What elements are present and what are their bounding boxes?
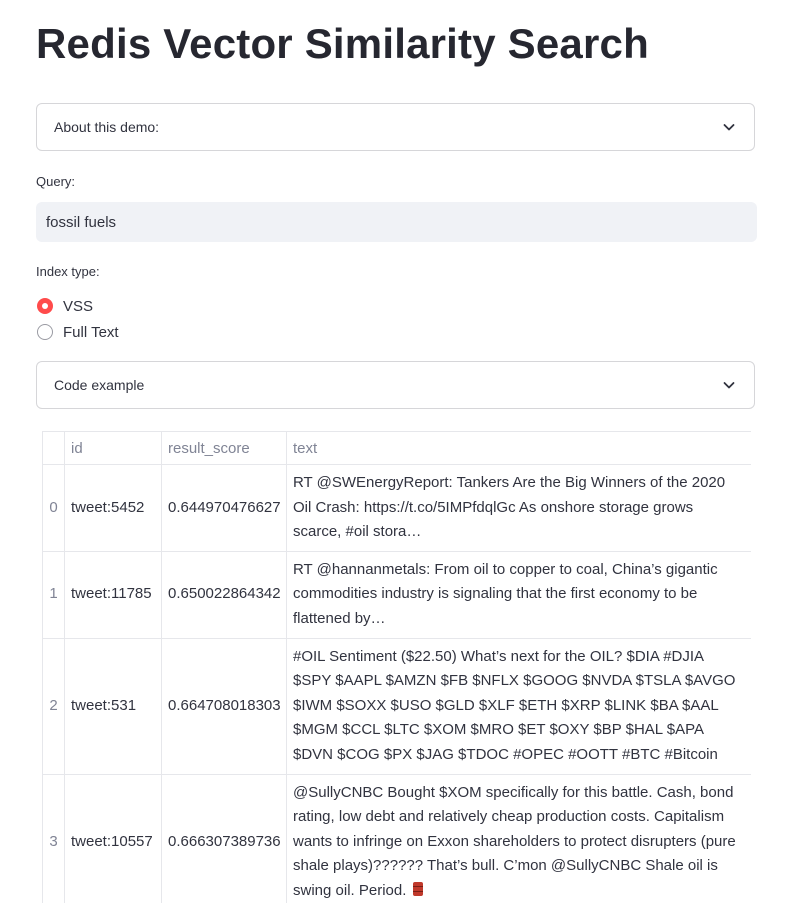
- table-row: [43, 551, 752, 638]
- cell-id[interactable]: tweet:10557: [65, 774, 162, 903]
- radio-option-full-text[interactable]: [37, 321, 119, 343]
- chevron-down-icon: [722, 378, 736, 392]
- cell-result-score[interactable]: 0.644970476627: [162, 465, 287, 552]
- table-header-row: [43, 432, 752, 465]
- query-label: Query:: [36, 174, 76, 189]
- radio-unselected-icon[interactable]: [37, 324, 53, 340]
- cell-result-score[interactable]: 0.664708018303: [162, 638, 287, 774]
- cell-result-score[interactable]: 0.666307389736: [162, 774, 287, 903]
- cell-text-content: @SullyCNBC Bought $XOM specifically for this battle. Cash, bond rating, low debt and relatively cheap production costs. Capitalism wants to infringe on Exxon shareholders to protect disrupters (pure shale plays)?????? That’s bull. C’mon @SullyCNBC Shale oil is swing oil. Period.: [293, 783, 736, 899]
- results-table: [42, 431, 751, 903]
- row-index: 1: [43, 551, 65, 638]
- cell-result-score[interactable]: 0.650022864342: [162, 551, 287, 638]
- page-title: Redis Vector Similarity Search: [36, 20, 649, 67]
- index-type-label: Index type:: [36, 264, 100, 279]
- code-example-expander-label: Code example: [54, 377, 145, 393]
- radio-option-vss[interactable]: [37, 295, 93, 317]
- row-index: 3: [43, 774, 65, 903]
- cell-text[interactable]: RT @hannanmetals: From oil to copper to coal, China’s gigantic commodities industry is signaling that the first economy to be flattened by…: [287, 551, 752, 638]
- code-example-expander[interactable]: [36, 361, 755, 409]
- radio-option-label: Full Text: [63, 323, 119, 341]
- cell-text[interactable]: RT @SWEnergyReport: Tankers Are the Big Winners of the 2020 Oil Crash: https://t.co/5IMPfdqlGc As onshore storage grows scarce, #oil stora…: [287, 465, 752, 552]
- row-index: 0: [43, 465, 65, 552]
- cell-id[interactable]: tweet:531: [65, 638, 162, 774]
- about-demo-expander-label: About this demo:: [54, 119, 160, 135]
- results-dataframe[interactable]: [42, 431, 751, 903]
- table-row: [43, 774, 752, 903]
- column-header-text[interactable]: text: [287, 432, 752, 465]
- table-row: [43, 638, 752, 774]
- cell-id[interactable]: tweet:5452: [65, 465, 162, 552]
- column-header-result-score[interactable]: result_score: [162, 432, 287, 465]
- cell-text[interactable]: #OIL Sentiment ($22.50) What’s next for the OIL? $DIA #DJIA $SPY $AAPL $AMZN $FB $NFLX $GOOG $NVDA $TSLA $AVGO $IWM $SOXX $USO $GLD $XLF $ETH $XRP $LINK $BA $AAL $MGM $CCL $LTC $XOM $MRO $ET $OXY $BP $HAL $APA $DVN $COG $PX $JAG $TDOC #OPEC #OOTT #BTC #Bitcoin: [287, 638, 752, 774]
- cell-text[interactable]: [287, 774, 752, 903]
- row-index: 2: [43, 638, 65, 774]
- column-header-index[interactable]: [43, 432, 65, 465]
- cell-id[interactable]: tweet:11785: [65, 551, 162, 638]
- about-demo-expander[interactable]: [36, 103, 755, 151]
- radio-option-label: VSS: [63, 297, 94, 315]
- radio-selected-icon[interactable]: [37, 298, 53, 314]
- column-header-id[interactable]: id: [65, 432, 162, 465]
- query-input[interactable]: [36, 202, 757, 242]
- table-row: [43, 465, 752, 552]
- chevron-down-icon: [722, 120, 736, 134]
- oil-drum-icon: [413, 882, 423, 896]
